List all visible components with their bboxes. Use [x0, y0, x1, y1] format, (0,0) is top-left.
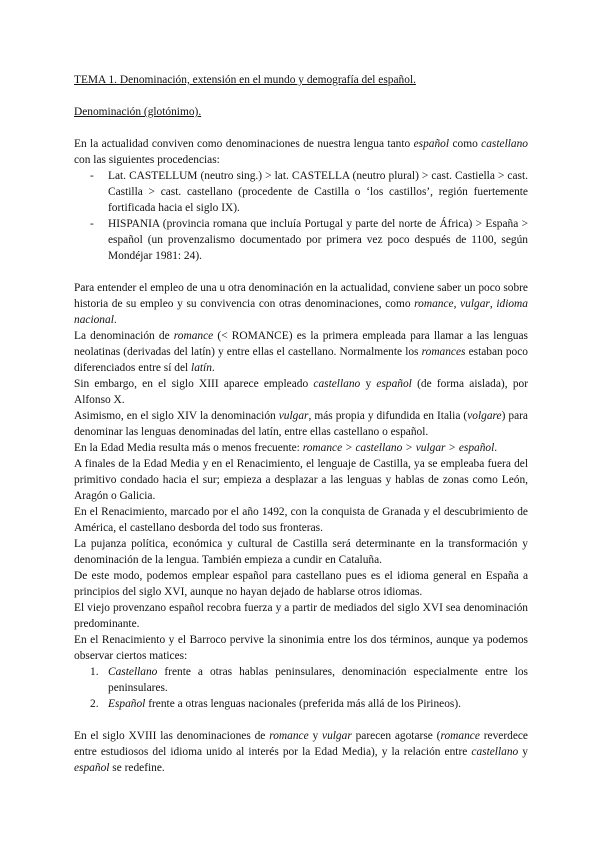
- list-item: - Lat. CASTELLUM (neutro sing.) > lat. CASTELLA (neutro plural) > cast. Castiella > cast. Castilla > cast. castellano (procedente de Castilla o ‘los castillos’, región fuertemente fortificada hacia el siglo IX).: [90, 170, 528, 214]
- origins-list: [74, 168, 528, 264]
- document-title: TEMA 1. Denominación, extensión en el mundo y demografía del español.: [74, 74, 416, 86]
- paragraph: La pujanza política, económica y cultural de Castilla será determinante en la transformación y denominación de la lengua. También empieza a cundir en Cataluña.: [74, 538, 528, 566]
- nuances-list: [74, 664, 528, 712]
- paragraph: En el Renacimiento, marcado por el año 1492, con la conquista de Granada y el descubrimiento de América, el castellano desborda del todo sus fronteras.: [74, 506, 528, 534]
- list-item: 2. Español frente a otras lenguas nacionales (preferida más allá de los Pirineos).: [90, 698, 461, 710]
- paragraph: Sin embargo, en el siglo XIII aparece empleado castellano y español (de forma aislada), por Alfonso X.: [74, 378, 528, 406]
- list-item: 1. Castellano frente a otras hablas peninsulares, denominación especialmente entre los peninsulares.: [90, 666, 528, 694]
- section-subtitle: Denominación (glotónimo).: [74, 106, 202, 118]
- paragraph: Para entender el empleo de una u otra denominación en la actualidad, conviene saber un poco sobre historia de su empleo y su convivencia con otras denominaciones, como romance, vulgar, idioma nacional.: [74, 282, 528, 326]
- paragraph: De este modo, podemos emplear español para castellano pues es el idioma general en España a principios del siglo XVI, aunque no hayan dejado de hablarse otros idiomas.: [74, 570, 528, 598]
- closing-paragraph: En el siglo XVIII las denominaciones de romance y vulgar parecen agotarse (romance reverdece entre estudiosos del idioma unido al interés por la Edad Media), y la relación entre castellano y español se redefine.: [74, 730, 528, 774]
- paragraph: El viejo provenzano español recobra fuerza y a partir de mediados del siglo XVI sea denominación predominante.: [74, 602, 528, 630]
- intro-paragraph: En la actualidad conviven como denominaciones de nuestra lengua tanto español como castellano con las siguientes procedencias:: [74, 138, 528, 166]
- paragraph: En el Renacimiento y el Barroco pervive la sinonimia entre los dos términos, aunque ya podemos observar ciertos matices:: [74, 634, 528, 662]
- paragraph: Asimismo, en el siglo XIV la denominación vulgar, más propia y difundida en Italia (volgare) para denominar las lenguas denominadas del latín, entre ellas castellano o español.: [74, 410, 528, 438]
- body-text: [74, 280, 528, 664]
- paragraph: En la Edad Media resulta más o menos frecuente: romance > castellano > vulgar > español.: [74, 442, 498, 454]
- list-item: - HISPANIA (provincia romana que incluía Portugal y parte del norte de África) > España > español (un provenzalismo documentado por primera vez poco después de 1100, según Mondéjar 1981: 24).: [90, 218, 528, 262]
- paragraph: La denominación de romance (< ROMANCE) es la primera empleada para llamar a las lenguas neolatinas (derivadas del latín) y entre ellas el castellano. Normalmente los romances estaban poco diferenciados entre sí del latín.: [74, 330, 528, 374]
- paragraph: A finales de la Edad Media y en el Renacimiento, el lenguaje de Castilla, ya se empleaba fuera del primitivo condado hacia el sur; empieza a desplazar a las lenguas y hablas de zonas como León, Aragón o Galicia.: [74, 458, 528, 502]
